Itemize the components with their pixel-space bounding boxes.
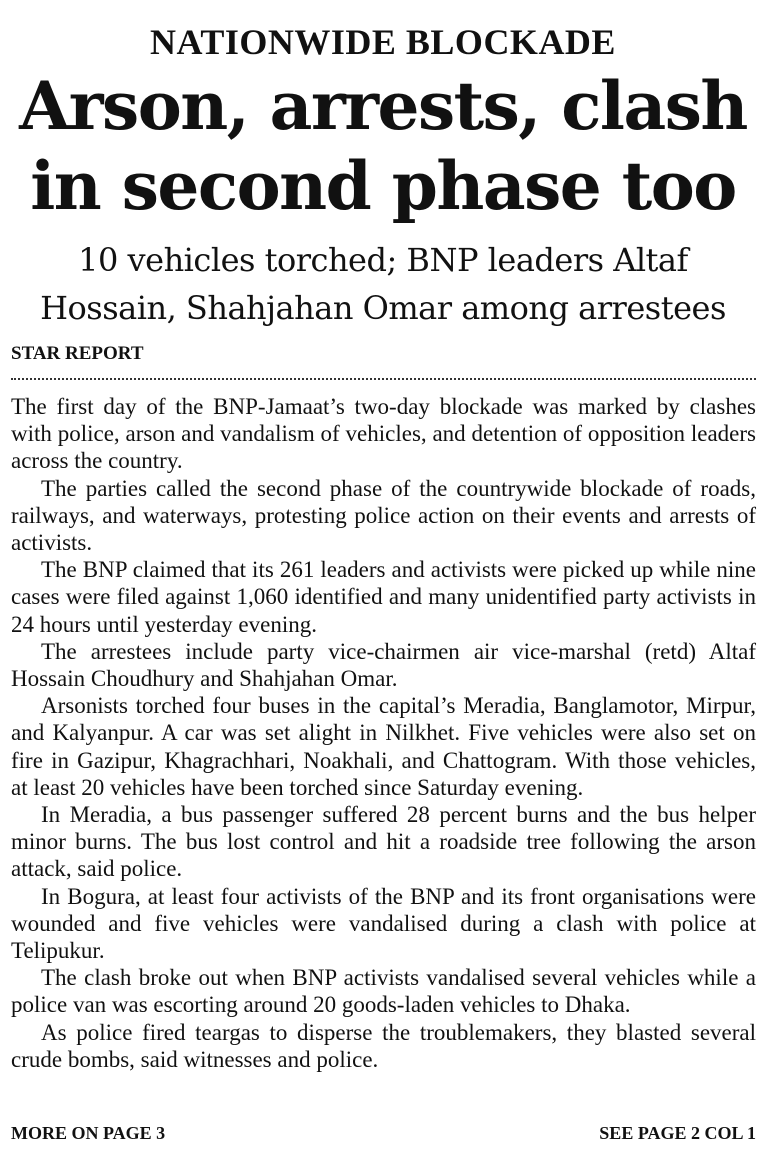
paragraph: The BNP claimed that its 261 leaders and activists were picked up while nine cases were filed against 1,060 identified and many unidentified party activists in 24 hours until yesterday evening. (11, 557, 756, 637)
jump-see-page: SEE PAGE 2 COL 1 (599, 1123, 756, 1143)
paragraph: The parties called the second phase of the countrywide blockade of roads, railways, and waterways, protesting police action on their events and arrests of activists. (11, 475, 756, 556)
paragraph: In Meradia, a bus passenger suffered 28 percent burns and the bus helper minor burns. The bus lost control and hit a roadside tree following the arson attack, said police. (11, 802, 756, 882)
paragraph: As police fired teargas to disperse the troublemakers, they blasted several crude bombs, said witnesses and police. (11, 1019, 756, 1072)
paragraph: Arsonists torched four buses in the capital’s Meradia, Banglamotor, Mirpur, and Kalyanpur. A car was set alight in Nilkhet. Five vehicles were also set on fire in Gazipur, Khagrachhari, Noakhali, and Chattogram. With those vehicles, at least 20 vehicles have been torched since Saturday evening. (11, 693, 756, 800)
paragraph: The first day of the BNP-Jamaat’s two-day blockade was marked by clashes with police, arson and vandalism of vehicles, and detention of opposition leaders across the country. (11, 394, 756, 474)
paragraph: The clash broke out when BNP activists vandalised several vehicles while a police van was escorting around 20 goods-laden vehicles to Dhaka. (11, 965, 756, 1018)
deck-line-2: Hossain, Shahjahan Omar among arrestees (40, 289, 726, 327)
dotted-divider (11, 378, 756, 380)
article-headline (0, 66, 766, 226)
article-kicker: NATIONWIDE BLOCKADE (150, 22, 616, 62)
article-body (11, 393, 756, 1073)
headline-line-2: in second phase too (30, 147, 736, 225)
deck-line-1: 10 vehicles torched; BNP leaders Altaf (78, 241, 688, 279)
jump-more-on-page: MORE ON PAGE 3 (11, 1123, 166, 1143)
paragraph: In Bogura, at least four activists of the BNP and its front organisations were wounded and five vehicles were vandalised during a clash with police at Telipukur. (11, 883, 756, 964)
paragraph: The arrestees include party vice-chairmen air vice-marshal (retd) Altaf Hossain Choudhury and Shahjahan Omar. (11, 638, 756, 692)
article-deck (0, 236, 766, 332)
headline-line-1: Arson, arrests, clash (19, 67, 747, 145)
byline: STAR REPORT (11, 343, 144, 364)
